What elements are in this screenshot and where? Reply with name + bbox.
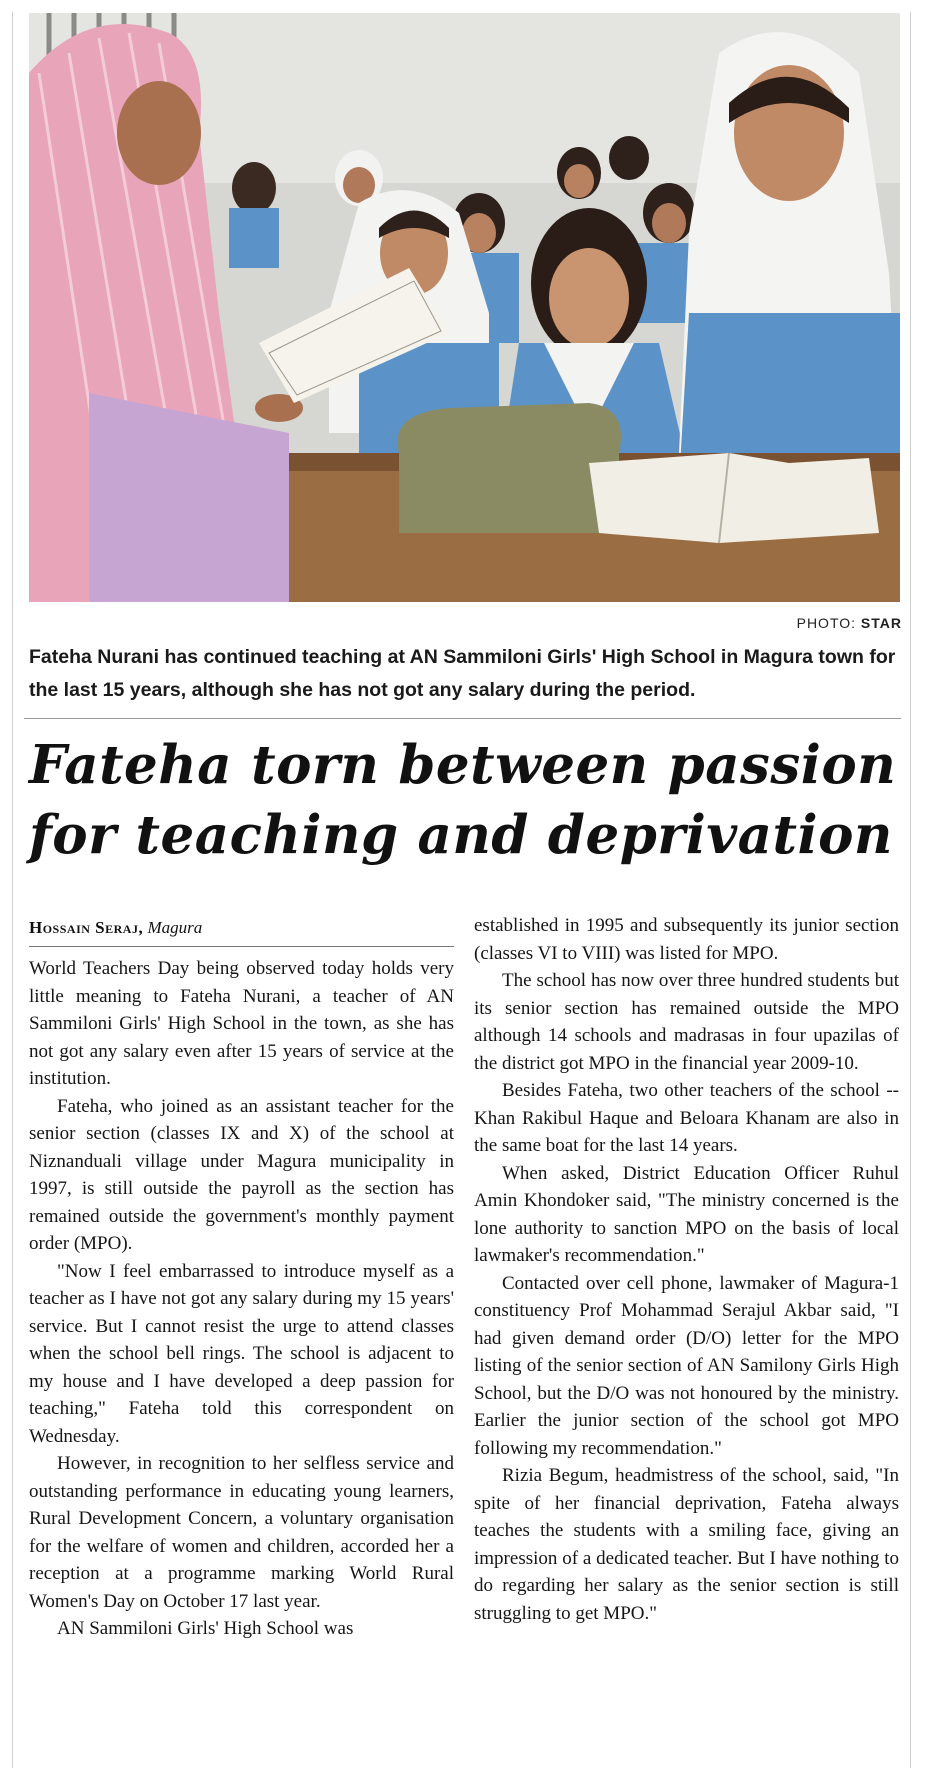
photo-caption: Fateha Nurani has continued teaching at AN Sammiloni Girls' High School in Magura town for the last 15 years, although she has not got any salary during the period. [29,646,896,701]
article-column-2 [474,912,899,1627]
paragraph: Besides Fateha, two other teachers of the school -- Khan Rakibul Haque and Beloara Khanam are also in the same boat for the last 14 years. [474,1080,899,1156]
paragraph: Rizia Begum, headmistress of the school, said, "In spite of her financial deprivation, Fateha always teaches the students with a smiling face, giving an impression of a dedicated teacher. But I have nothing to do regarding her salary as the senior section is still struggling to get MPO." [474,1465,899,1624]
caption-divider [24,718,901,719]
photo-credit-label: PHOTO: [796,615,857,631]
paragraph: Contacted over cell phone, lawmaker of Magura-1 constituency Prof Mohammad Serajul Akbar said, "I had given demand order (D/O) letter for the MPO listing of the senior section of AN Samilony Girls High School, but the D/O was not honoured by the ministry. Earlier the junior section of the school got MPO following my recommendation." [474,1272,899,1459]
paragraph: World Teachers Day being observed today holds very little meaning to Fateha Nurani, a teacher of AN Sammiloni Girls' High School in the town, as she has not got any salary even after 15 years of service at the institution. [29,958,454,1089]
byline-rule [29,946,454,947]
article-column-1 [29,955,454,1643]
paragraph: When asked, District Education Officer Ruhul Amin Khondoker said, "The ministry concerned is the lone authority to sanction MPO on the basis of local lawmaker's recommendation." [474,1162,899,1266]
paragraph: Fateha, who joined as an assistant teacher for the senior section (classes IX and X) of the school at Niznanduali village under Magura municipality in 1997, is still outside the payroll as the section has remained outside the government's monthly payment order (MPO). [29,1095,454,1254]
byline [29,918,202,938]
photo-credit-source: STAR [860,615,902,631]
paragraph: The school has now over three hundred students but its senior section has remained outside the MPO although 14 schools and madrasas in four upazilas of the district got MPO in the financial year 2009-10. [474,970,899,1074]
paragraph: established in 1995 and subsequently its junior section (classes VI to VIII) was listed for MPO. [474,915,899,964]
classroom-photo [29,13,900,602]
paragraph: AN Sammiloni Girls' High School was [57,1618,354,1639]
byline-author: Hossain Seraj, [29,918,144,937]
headline: Fateha torn between passion for teaching and deprivation [29,734,897,866]
paragraph: However, in recognition to her selfless service and outstanding performance in educating young learners, Rural Development Concern, a voluntary organisation for the welfare of women and children, accorded her a reception at a programme marking World Rural Women's Day on October 17 last year. [29,1453,454,1612]
photo-credit [797,615,902,631]
byline-location: Magura [147,918,203,937]
classroom-photo-icon [29,13,900,602]
paragraph: "Now I feel embarrassed to introduce myself as a teacher as I have not got any salary during my 15 years' service. But I cannot resist the urge to attend classes when the school bell rings. The school is adjacent to my house and I have developed a deep passion for teaching," Fateha told this correspondent on Wednesday. [29,1260,454,1447]
